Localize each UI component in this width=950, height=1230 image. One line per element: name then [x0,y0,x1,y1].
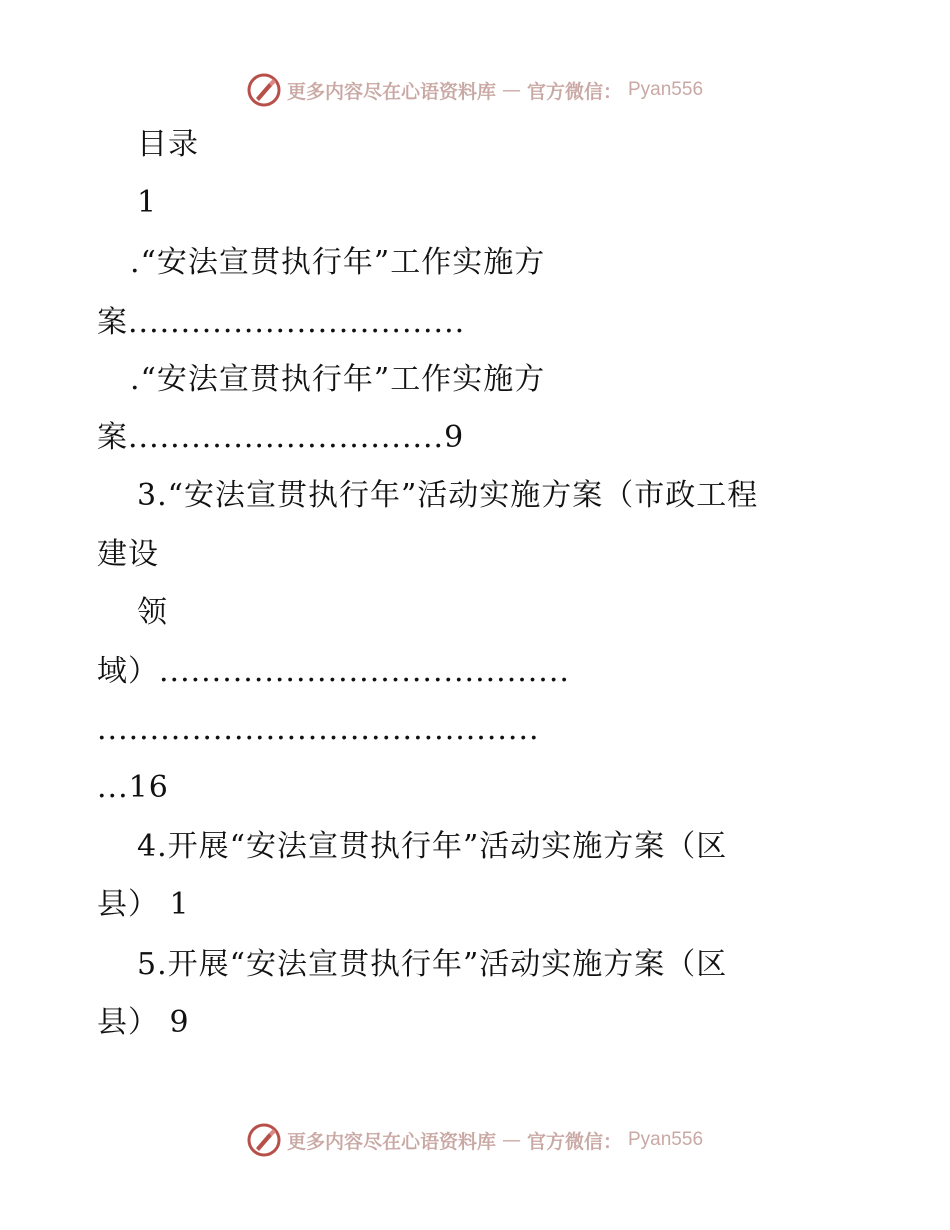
watermark-dash: — [501,1129,521,1151]
watermark-group [247,73,703,107]
toc-line: 3.“安法宣贯执行年”活动实施方案（市政工程 [137,478,759,513]
toc-line: 域）....................................... [97,654,570,689]
toc-line: 4.开展“安法宣贯执行年”活动实施方案（区 [137,829,728,864]
footer-watermark [0,1120,950,1160]
pen-logo-icon [247,73,281,107]
pen-logo-icon [247,1123,281,1157]
watermark-suffix-id: Pyan556 [628,1129,704,1150]
toc-line: 案................................ [97,305,466,340]
toc-line: 领 [137,595,168,630]
watermark-dash: — [501,79,521,101]
watermark-group [247,1123,703,1157]
toc-line: ...16 [97,770,169,805]
toc-line: 县） 9 [97,1005,190,1040]
watermark-suffix-label: 官方微信： [526,80,622,103]
toc-line: 建设 [97,537,159,572]
toc-line: .......................................... [97,712,540,747]
toc-title: 目录 [137,127,199,162]
toc-line: 5.开展“安法宣贯执行年”活动实施方案（区 [137,947,728,982]
watermark-text: 更多内容尽在心语资料库 [286,1130,496,1153]
header-watermark [0,70,950,110]
watermark-suffix-id: Pyan556 [628,79,704,100]
toc-line: 案..............................9 [97,420,465,455]
toc-line: 县） 1 [97,887,190,922]
toc-line: .“安法宣贯执行年”工作实施方 [130,245,546,280]
toc-line: .“安法宣贯执行年”工作实施方 [130,362,546,397]
watermark-text: 更多内容尽在心语资料库 [286,80,496,103]
toc-line: 1 [137,185,158,220]
watermark-suffix-label: 官方微信： [526,1130,622,1153]
